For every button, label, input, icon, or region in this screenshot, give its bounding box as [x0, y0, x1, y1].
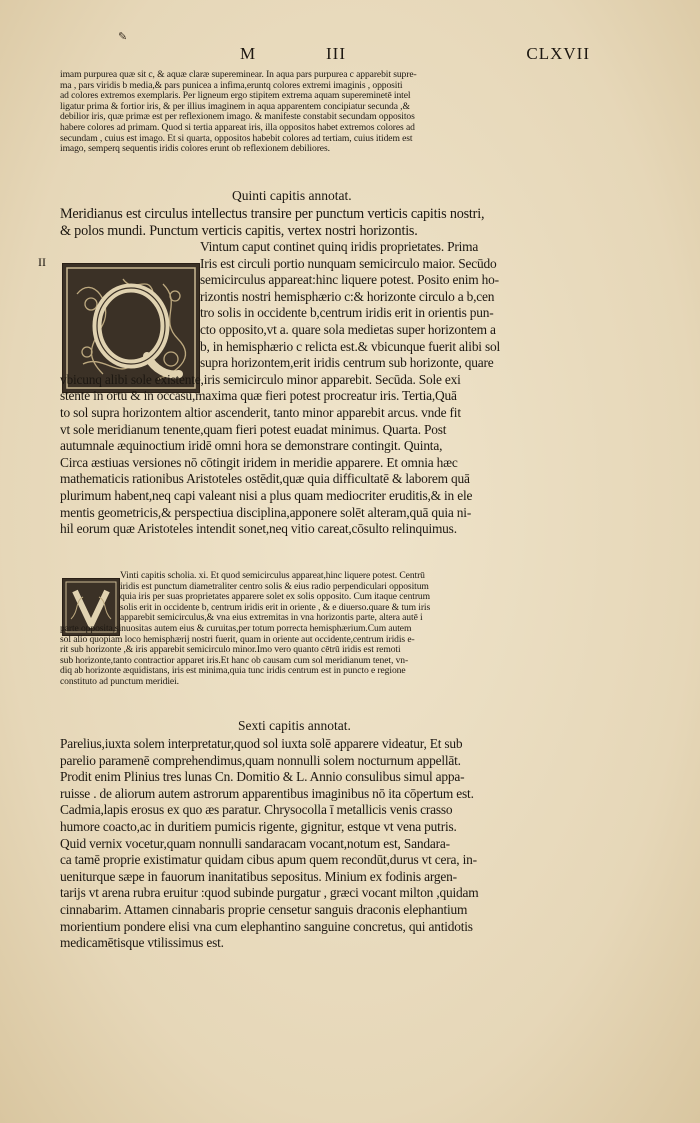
text-line: vbicunq alibi sole existente,iris semicirculo minor apparebit. Secūda. Sole exi: [60, 371, 461, 387]
text-line: autumnale æquinoctium iridē omni hora se demonstrare contingit. Quinta,: [60, 438, 443, 454]
text-line: rit sub horizonte ,& iris apparebit semicirculo minor.Imo vero quanto cētrū iridis est remoti: [60, 645, 401, 656]
text-line: humore coacto,ac in duritiem pumicis rigente, gignitur, estque vt vena putris.: [60, 818, 457, 834]
text-line: Prodit enim Plinius tres lunas Cn. Domitio & L. Annio consulibus simul appa-: [60, 769, 465, 785]
text-line: ligatur prima & fortior iris, & per illius imaginem in aqua apparentem concipiatur secunda ,&: [60, 101, 410, 112]
text-line: secundam , cuius est imago. Et si quarta, oppositos habebit colores ad tertiam, cuius itidem est: [60, 133, 413, 144]
text-line: Circa æstiuas versiones nō cōtingit iridem in meridie apparere. Et omnia hæc: [60, 454, 458, 470]
text-line: sol alio quopiam loco hemisphærij nostri fuerit, quam in oriente aut occidente,centrum iridis e-: [60, 634, 415, 645]
text-line: Vintum caput continet quinq iridis proprietates. Prima: [200, 239, 479, 254]
text-line: ma , pars viridis b media,& pars punicea a infima,eruntq colores extremi imaginis , oppositi: [60, 80, 403, 91]
commentary-block-top: [60, 70, 575, 155]
text-line: hil eorum quæ Aristoteles intendit sonet,neq vitio careat,cōsulto relinquimus.: [60, 521, 457, 537]
text-line: ruisse . de aliorum autem astrorum apparentibus imaginibus nō ita cōpertum est.: [60, 785, 474, 801]
ink-mark: ✎: [118, 31, 128, 43]
text-line: imago, semperq sequentis iridis colores erunt ob reflexionem debiliores.: [60, 144, 330, 155]
text-line: Iris est circuli portio nunquam semicirculo maior. Secūdo: [200, 255, 497, 271]
text-line: supra horizontem,erit iridis centrum sub horizonte, quare: [200, 355, 494, 371]
text-line: Vinti capitis scholia. xi. Et quod semicirculus appareat,hinc liquere potest. Centrū: [120, 571, 425, 581]
section-heading-sexti: Sexti capitis annotat.: [238, 718, 351, 733]
text-line: quia iris per suas proprietates apparere solet ex solis opposito. Cum itaque centrum: [120, 592, 430, 603]
text-line: tro solis in occidente b,centrum iridis erit in orientis pun-: [200, 305, 494, 321]
text-line: Meridianus est circulus intellectus transire per punctum verticis capitis nostri,: [60, 206, 485, 222]
meridianus-paragraph: [60, 206, 575, 240]
text-line: morientium pondere elisi vna cum elephantino sanguine concretus, qui antidotis: [60, 918, 473, 934]
text-line: semicirculus appareat:hinc liquere potest. Posito enim ho-: [200, 272, 499, 288]
text-line: constituto ad punctum meridiei.: [60, 676, 179, 687]
text-line: mentis geometricis,& perspectiua disciplina,apponere solēt alteram,quā quia ni-: [60, 504, 472, 520]
text-line: Cadmia,lapis erosus ex quo æs paratur. Chrysocolla ī metallicis venis crasso: [60, 802, 453, 818]
text-line: solis erit in occidente b, centrum iridis erit in oriente , & e diuerso.quare & tum iris: [120, 602, 431, 613]
text-line: mathematicis rationibus Aristoteles ostēdit,quæ quia difficultatē & laborem quā: [60, 471, 470, 487]
scholia-block: [60, 571, 575, 688]
text-line: & polos mundi. Punctum verticis capitis, vertex nostri horizontis.: [60, 223, 418, 240]
text-line: plurimum habent,neq capi valeant nisi a plus quam mediocriter eruditis,& in ele: [60, 487, 473, 503]
text-line: cto opposito,vt a. quare sola medietas super horizontem a: [200, 321, 496, 337]
text-line: iridis est punctum diametraliter centro solis & eius radio perpendiculari oppositum: [120, 581, 429, 592]
text-line: ueniturque sæpe in fauorum inanitatibus sepositus. Minium ex fodinis argen-: [60, 868, 457, 884]
text-line: Quid vernix vocetur,quam nonnulli sandaracam vocant,notum est, Sandara-: [60, 835, 450, 851]
text-line: to sol supra horizontem altior ascenderit, tanto minor apparebit arcus. vnde fit: [60, 404, 461, 420]
text-line: habere colores ad primam. Quod si tertia appareat iris, illa oppositos habet extremos colores ad: [60, 122, 415, 133]
text-line: imam purpurea quæ sit c, & aquæ claræ supereminear. In aqua pars purpurea c apparebit supre-: [60, 70, 417, 80]
text-line: Parelius,iuxta solem interpretatur,quod sol iuxta solē apparere videatur, Et sub: [60, 736, 463, 751]
text-line: diq ab horizonte æquidistans, iris est minima,quia tunc iridis centrum est in puncto e regione: [60, 666, 406, 677]
text-line: debilior iris, quæ primæ est per reflexionem imago. & manifeste constabit secundam oppositos: [60, 112, 415, 123]
text-line: ad colores extremos exemplaris. Per ligneum ergo stipitem extrema aquam supereminetē intel: [60, 91, 411, 102]
signature-mark: M: [240, 44, 257, 63]
quinti-caput-paragraph: [60, 239, 575, 538]
text-line: medicamētisque vtilissimus est.: [60, 935, 224, 951]
text-line: ca tamē proprie existimatur quidam cibus apum quem recondūt,durus vt cera, in-: [60, 852, 477, 868]
text-line: apparebit semicirculus,& vna eius extremitas in vna horizontis parte, altera autē i: [120, 613, 423, 624]
text-line: rizontis nostri hemisphærio c:& horizonte circulo a b,cen: [200, 288, 495, 304]
quire-number: III: [326, 44, 346, 63]
text-line: b, in hemisphærio c relicta est.& vbicunque fuerit alibi sol: [200, 338, 501, 354]
text-line: stente in ortu & in occasu,maxima quæ fieri potest procreatur iris. Tertia,Quā: [60, 388, 457, 404]
text-line: tarijs vt arena rubra eruitur :quod subinde purgatur , græci vocant milton ,quidam: [60, 885, 479, 901]
text-line: vt sole meridianum tenente,quam fieri potest euadat minimus. Quarta. Post: [60, 421, 447, 437]
running-header: [60, 44, 590, 68]
text-line: parelio paramenē comprehendimus,quam nonnulli solem nocturnum appellāt.: [60, 752, 461, 768]
margin-number: II: [38, 255, 46, 269]
text-line: cinnabarim. Attamen cinnabaris proprie censetur sanguis draconis elephantium: [60, 901, 468, 917]
sexti-paragraph: [60, 736, 575, 952]
text-line: parte opposita,sinuositas autem eius & curuitas,per totum porrecta hemisphærium.Cum autem: [60, 623, 412, 634]
folio-number: CLXVII: [526, 44, 590, 63]
text-line: sub horizonte,tanto contractior apparet iris.Et hanc ob causam cum sol meridianum tenet, vn-: [60, 655, 409, 666]
section-heading-quinti: Quinti capitis annotat.: [232, 188, 352, 203]
